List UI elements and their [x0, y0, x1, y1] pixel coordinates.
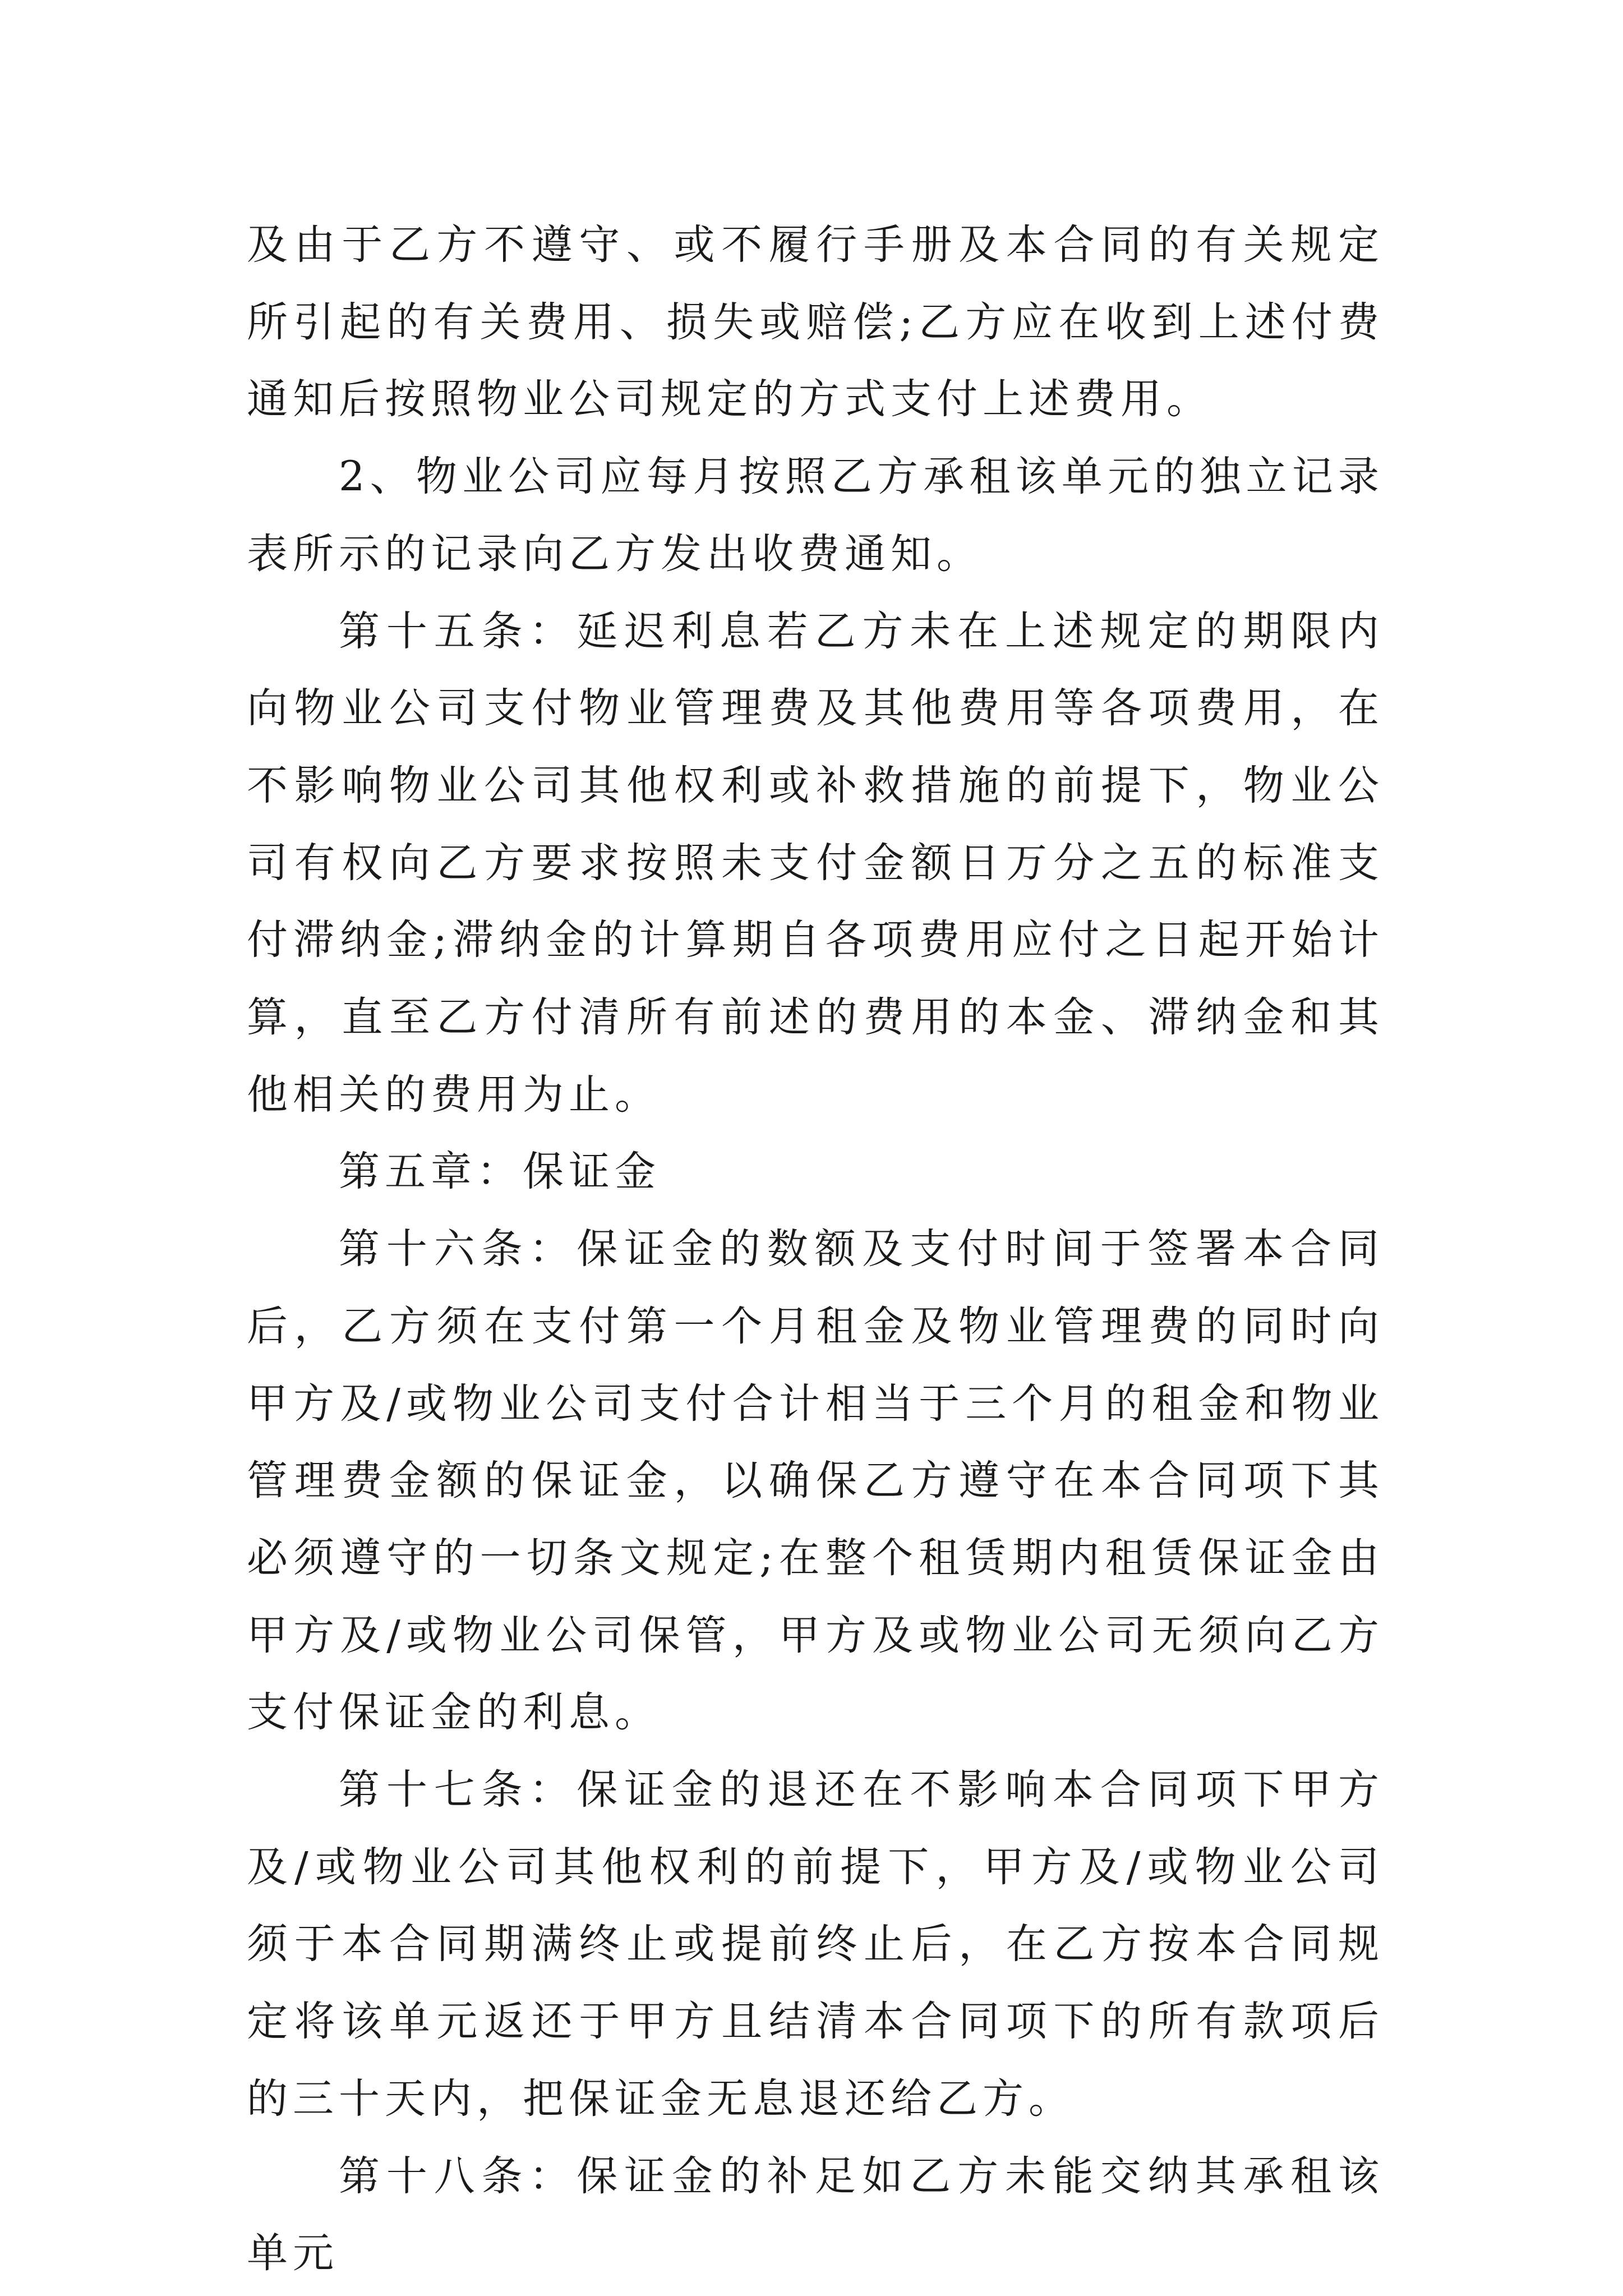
chapter-heading-5: 第五章：保证金 [339, 1148, 661, 1196]
paragraph-article-15: 第十五条：延迟利息若乙方未在上述规定的期限内向物业公司支付物业管理费及其他费用等各项费用，在不影响物业公司其他权利或补救措施的前提下，物业公司有权向乙方要求按照未支付金额日万分之五的标准支付滞纳金;滞纳金的计算期自各项费用应付之日起开始计算，直至乙方付清所有前述的费用的本金、滞纳金和其他相关的费用为止。 [247, 607, 1384, 1119]
paragraph-article-18: 第十八条：保证金的补足如乙方未能交纳其承租该单元 [247, 2152, 1384, 2277]
paragraph-item-2: 2、物业公司应每月按照乙方承租该单元的独立记录表所示的记录向乙方发出收费通知。 [247, 453, 1384, 578]
paragraph-article-16: 第十六条：保证金的数额及支付时间于签署本合同后，乙方须在支付第一个月租金及物业管理费的同时向甲方及/或物业公司支付合计相当于三个月的租金和物业管理费金额的保证金，以确保乙方遵守在本合同项下其必须遵守的一切条文规定;在整个租赁期内租赁保证金由甲方及/或物业公司保管，甲方及或物业公司无须向乙方支付保证金的利息。 [247, 1225, 1384, 1737]
paragraph-article-17: 第十七条：保证金的退还在不影响本合同项下甲方及/或物业公司其他权利的前提下，甲方及/或物业公司须于本合同期满终止或提前终止后，在乙方按本合同规定将该单元返还于甲方且结清本合同项下的所有款项后的三十天内，把保证金无息退还给乙方。 [247, 1766, 1384, 2123]
paragraph-continuation: 及由于乙方不遵守、或不履行手册及本合同的有关规定所引起的有关费用、损失或赔偿;乙方应在收到上述付费通知后按照物业公司规定的方式支付上述费用。 [247, 221, 1384, 424]
document-body [247, 206, 1384, 2292]
